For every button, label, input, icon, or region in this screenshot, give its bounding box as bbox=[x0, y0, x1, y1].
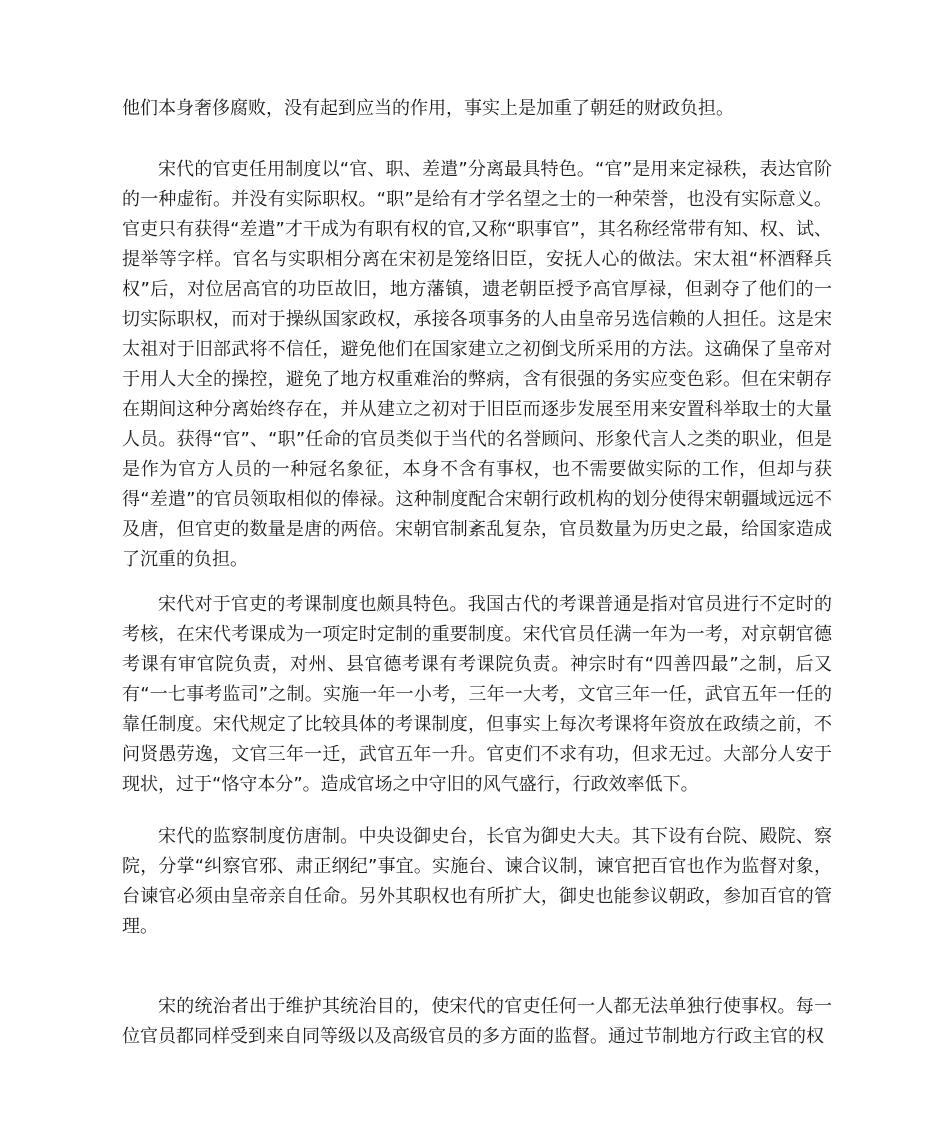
paragraph-power-control: 宋的统治者出于维护其统治目的，使宋代的官吏任何一人都无法单独行使事权。每一位官员都同样受到来自同等级以及高级官员的多方面的监督。通过节制地方行政主官的权 bbox=[122, 996, 832, 1047]
paragraph-supervision-system: 宋代的监察制度仿唐制。中央设御史台，长官为御史大夫。其下设有台院、殿院、察院，分掌“纠察官邪、肃正纲纪”事宜。实施台、谏合议制，谏官把百官也作为监督对象，台谏官必须由皇帝亲自任命。另外其职权也有所扩大，御史也能参议朝政，参加百官的管理。 bbox=[122, 826, 832, 937]
paragraph-official-appointment: 宋代的官吏任用制度以“官、职、差遣”分离最具特色。“官”是用来定禄秩，表达官阶的一种虚衔。并没有实际职权。“职”是给有才学名望之士的一种荣誉，也没有实际意义。官吏只有获得“差遣”才干成为有职有权的官,又称“职事官”，其名称经常带有知、权、试、提举等字样。官名与实职相分离在宋初是笼络旧臣，安抚人心的做法。宋太祖“杯酒释兵权”后，对位居高官的功臣故旧，地方藩镇，遗老朝臣授予高官厚禄，但剥夺了他们的一切实际职权，而对于操纵国家政权，承接各项事务的人由皇帝另选信赖的人担任。这是宋太祖对于旧部武将不信任，避免他们在国家建立之初倒戈所采用的方法。这确保了皇帝对于用人大全的操控，避免了地方权重难治的弊病，含有很强的务实应变色彩。但在宋朝存在期间这种分离始终存在，并从建立之初对于旧臣而逐步发展至用来安置科举取士的大量人员。获得“官”、“职”任命的官员类似于当代的名誉顾问、形象代言人之类的职业，但是是作为官方人员的一种冠名象征，本身不含有事权，也不需要做实际的工作，但却与获得“差遣”的官员领取相似的俸禄。这种制度配合宋朝行政机构的划分使得宋朝疆域远远不及唐，但官吏的数量是唐的两倍。宋朝官制紊乱复杂，官员数量为历史之最，给国家造成了沉重的负担。 bbox=[122, 159, 832, 570]
paragraph-continuation: 他们本身奢侈腐败，没有起到应当的作用，事实上是加重了朝廷的财政负担。 bbox=[122, 98, 734, 119]
paragraph-evaluation-system: 宋代对于官吏的考课制度也颇具特色。我国古代的考课普通是指对官员进行不定时的考核，在宋代考课成为一项定时定制的重要制度。宋代官员任满一年为一考，对京朝官德考课有审官院负责，对州、县官德考课有考课院负责。神宗时有“四善四最”之制，后又有“一七事考监司”之制。实施一年一小考，三年一大考，文官三年一任，武官五年一任的靠任制度。宋代规定了比较具体的考课制度，但事实上每次考课将年资放在政绩之前，不问贤愚劳逸，文官三年一迁，武官五年一升。官吏们不求有功，但求无过。大部分人安于现状，过于“恪守本分”。造成官场之中守旧的风气盛行，行政效率低下。 bbox=[122, 594, 832, 795]
